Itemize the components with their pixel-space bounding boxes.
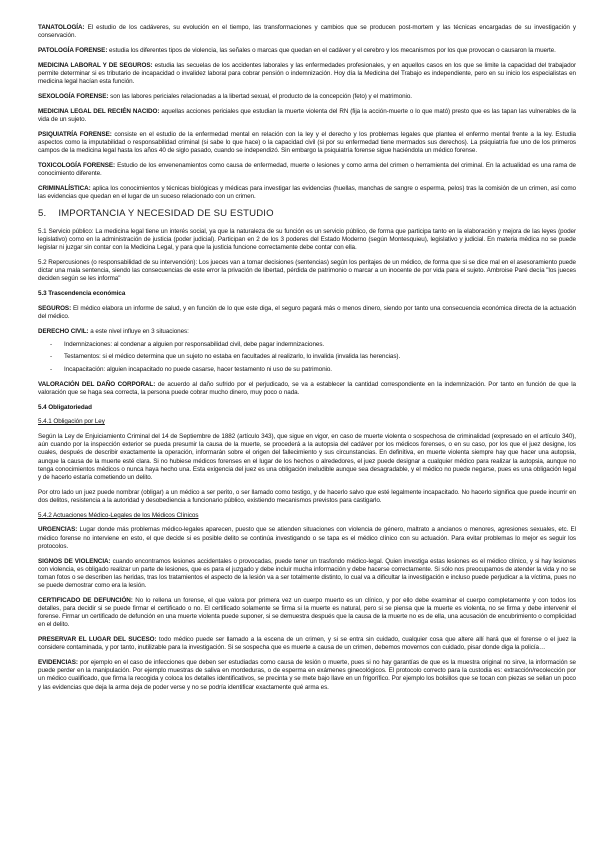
term-text: todo médico puede ser llamado a la escena de un crimen, y si se entra sin cuidado, cualquier cosa que altere allí hará que el forense o el juez la considere contaminada, y por tanto, inutilizable para la investigación. Si se sospecha que es muerte a causa de un crimen, debemos movernos con cuidado, pisar donde diga la policía… bbox=[38, 636, 576, 652]
paragraph-servicio-publico: 5.1 Servicio público: La medicina legal tiene un interés social, ya que la naturaleza de su función es un servicio público, de forma que participa tanto en la elaboración y mejora de las leyes (poder legislativo) como en la administración de justicia (poder judicial). Participan en 2 de los 3 poderes del Estado Moderno (según Montesquieu), legislativo y judicial. En materia médica no se puede legislar ni juzgar sin contar con la Medicina Legal, y para que la justicia funcione correctamente debe contar con ella. bbox=[38, 228, 576, 252]
term-label: MEDICINA LABORAL Y DE SEGUROS: bbox=[38, 61, 153, 69]
civil-situations-list bbox=[38, 341, 576, 374]
term-label: TANATOLOGÍA: bbox=[38, 24, 85, 31]
term-label: PATOLOGÍA FORENSE: bbox=[38, 47, 108, 54]
term-text: son las labores periciales relacionadas a la libertad sexual, el producto de la concepción (feto) y el matrimonio. bbox=[108, 93, 412, 100]
paragraph-psiquiatria-forense bbox=[38, 131, 576, 155]
term-text: El estudio de los cadáveres, su evolución en el tiempo, las transformaciones y cambios que se producen post-mortem y las técnicas encargadas de su investigación y conservación. bbox=[38, 24, 576, 40]
paragraph-evidencias bbox=[38, 659, 576, 692]
section-heading bbox=[38, 208, 576, 220]
subsection-title-medicos-clinicos: 5.4.2 Actuaciones Médico-Legales de los Médicos Clínicos bbox=[38, 511, 199, 519]
term-label: SIGNOS DE VIOLENCIA: bbox=[38, 557, 111, 565]
paragraph-recien-nacido bbox=[38, 108, 576, 124]
term-label: CERTIFICADO DE DEFUNCIÓN: bbox=[38, 596, 133, 604]
term-text: aplica los conocimientos y técnicas biológicas y médicas para investigar las evidencias (huellas, manchas de sangre o esperma, pelos) tras la comisión de un crimen, así como las evidencias que quedan en el lugar de un suceso relacionado con un crimen. bbox=[38, 185, 576, 201]
section-number: 5. bbox=[38, 208, 47, 219]
term-text: El médico elabora un informe de salud, y en función de lo que este diga, el seguro pagará más o menos dinero, siendo por tanto una consecuencia económica directa de la actuación del médico. bbox=[38, 304, 576, 321]
term-label: PSIQUIATRÍA FORENSE: bbox=[38, 130, 112, 138]
section-title: IMPORTANCIA Y NECESIDAD DE SU ESTUDIO bbox=[58, 208, 274, 219]
term-text: aquellas acciones periciales que estudian la muerte violenta del RN (fija la acción-muerte o lo que mató) presto que es las tapan las vulnerables de la vida de un sujeto. bbox=[38, 107, 576, 123]
term-label: VALORACIÓN DEL DAÑO CORPORAL: bbox=[38, 380, 156, 388]
term-label: DERECHO CIVIL: bbox=[38, 327, 89, 335]
subsection-title-obligatoriedad: 5.4 Obligatoriedad bbox=[38, 403, 92, 411]
paragraph-toxicologia-forense bbox=[38, 162, 576, 178]
term-label: SEGUROS: bbox=[38, 304, 72, 312]
term-text: Lugar donde más problemas médico-legales aparecen, puesto que se atienden situaciones con violencia de género, maltrato a ancianos o menores, agresiones sexuales, etc. El médico forense no interviene en esto, el que decide si es posible delito se continúa investigando o se tapa es el médico clínico con su actuación. Para evitar problemas lo mejor es seguir los protocolos. bbox=[38, 526, 576, 550]
paragraph-repercusiones: 5.2 Repercusiones (o responsabilidad de su intervención): Los jueces van a tomar decisiones (sentencias) según los peritajes de un médico, de forma que si se dice mal en el asesoramiento puede dictar una mala sentencia, siendo las consecuencias de este error la privación de libertad, pérdida de patrimonio o marcar a un inocente de por vida para el sujeto. Ambroise Paré decía "los jueces deciden según se les informa" bbox=[38, 259, 576, 283]
paragraph-preservar-lugar bbox=[38, 636, 576, 652]
term-text: Estudio de los envenenamientos como causa de enfermedad, muerte o lesiones y como arma del crimen o herramienta del criminal. En la actualidad es una rama de conocimiento diferente. bbox=[38, 162, 576, 178]
term-label: PRESERVAR EL LUGAR DEL SUCESO: bbox=[38, 636, 157, 644]
term-label: CRIMINALÍSTICA: bbox=[38, 185, 91, 192]
list-item: - Indemnizaciones: al condenar a alguien por responsabilidad civil, debe pagar indemnizaciones. bbox=[64, 341, 576, 349]
term-label: EVIDENCIAS: bbox=[38, 659, 78, 667]
term-label: TOXICOLOGÍA FORENSE: bbox=[38, 162, 116, 169]
term-text: consiste en el estudio de la enfermedad mental en relación con la ley y el derecho y los problemas legales que plantea el enfermo mental frente a la ley. Estudia aspectos como la imputabilidad o responsabilidad criminal (si sabe lo que hace) o la capacidad civil (si por su enfermedad tiene mermados sus derechos). La psiquiatría fue uno de los primeros campos de la medicina legal hasta los años 40 de siglo pasado, cuando se independizó. Sin embargo la psiquiatría forense sigue haciéndola un médico forense. bbox=[38, 130, 577, 155]
list-item: - Incapacitación: alguien incapacitado no puede casarse, hacer testamento ni uso de su patrimonio. bbox=[64, 366, 576, 374]
term-label: SEXOLOGÍA FORENSE: bbox=[38, 93, 109, 100]
subsection-title-obligacion-ley: 5.4.1 Obligación por Ley bbox=[38, 418, 105, 426]
term-text: a este nivel influye en 3 situaciones: bbox=[88, 327, 189, 335]
paragraph-patologia-forense bbox=[38, 47, 576, 55]
term-text: de acuerdo al daño sufrido por el perjudicado, se va a establecer la cantidad correspondiente en la indemnización. Por tanto en función de que la valoración que se haga sea correcta, la persona puede cobrar mucho dinero, muy poco o nada. bbox=[38, 380, 576, 396]
paragraph-medicina-laboral bbox=[38, 62, 576, 86]
paragraph-seguros bbox=[38, 305, 576, 321]
term-text: estudia los diferentes tipos de violencia, las señales o marcas que quedan en el cadáver y el cerebro y los mecanismos por los que provocan o causaron la muerte. bbox=[107, 47, 556, 54]
paragraph-perito-testigo: Por otro lado un juez puede nombrar (obligar) a un médico a ser perito, o ser llamado como testigo, y de hacerlo salvo que esté legalmente incapacitado. No hacerlo significa que puede incurrir en dos delitos, resistencia a la autoridad y desobediencia a funcionario público, existiendo mecanismos previstos para castigarlo. bbox=[38, 488, 576, 504]
paragraph-tanatologia bbox=[38, 24, 576, 40]
paragraph-ley-enjuiciamiento: Según la Ley de Enjuiciamiento Criminal del 14 de Septiembre de 1882 (artículo 343), que sigue en vigor, en caso de muerte violenta o sospechosa de criminalidad (expresado en el artículo 340), aún cuando por la inspección exterior se pueda presumir la causa de la muerte, se procederá a la autopsia del cadáver por los médicos forenses, o en su caso, por los que el juez designe, los cuales, después de describir exactamente la operación, informarán sobre el origen del fallecimiento y sus circunstancias. En definitiva, en muerte violenta siempre hay que hacer una autopsia, aunque la causa de la muerte esté clara. Si no hubiese médicos forenses en el lugar de los hechos o alrededores, el juez puede designar a cualquier médico para realizar la autopsia, aunque no tenga conocimientos médicos o nunca haya hecho una. Esta exigencia del juez es una obligación ineludible aunque sea desagradable, y el médico no puede negarse, pues es una obligación legal y de hacerlo estaría cometiendo un delito. bbox=[38, 433, 576, 481]
paragraph-sexologia-forense bbox=[38, 93, 576, 101]
subsection-title-trascendencia: 5.3 Trascendencia económica bbox=[38, 290, 126, 298]
term-text: por ejemplo en el caso de infecciones que deben ser estudiadas como causa de lesión o muerte, pues si no hay garantías de que es la muestra original no sirve, la información se puede perder en la manipulación. Por ejemplo muestras de saliva en mordeduras, o de esperma en exámenes ginecológicos. El protocolo correcto para la custodia es: extracción/recolección por un médico cualificado, que firma la recogida y coloca los detalles identificativos, se precinta y se mete bajo llave en un frigorífico. Por ejemplo los bolsillos que se tocan con piezas se sellan un poco y las evidencias que deja la arma deja de poder verse y no se podría identificar exactamente qué arma es. bbox=[38, 659, 576, 691]
term-text: estudia las secuelas de los accidentes laborales y las enfermedades profesionales, y en aquellos casos en los que se limite la capacidad del trabajador permite determinar si es tributario de incapacidad o invalidez laboral para cobrar pensión o indemnización. Hoy día la Medicina del Trabajo es independiente, pero en su inicio los especialistas en medicina legal hacían esta función. bbox=[38, 61, 576, 86]
term-text: cuando encontramos lesiones accidentales o provocadas, puede tener un trasfondo médico-legal. Quien investiga estas lesiones es el médico clínico, y si hay lesiones con violencia, es obligado realizar un parte de lesiones, que es para el juzgado y debe incluir mucha información y debe hacerse correctamente. Si sólo nos preocupamos de atender la vida y no se toman fotos o se describen las heridas, tras los tratamientos el aspecto de la lesión va a ser totalmente distinto, lo cual va a dificultar la investigación e incluso puede perjudicar a la víctima, pues no se puede demostrar como era la lesión. bbox=[38, 557, 576, 589]
paragraph-derecho-civil bbox=[38, 328, 576, 336]
paragraph-signos-violencia bbox=[38, 558, 576, 591]
paragraph-certificado-defuncion bbox=[38, 597, 576, 630]
term-text: No lo rellena un forense, el que valora por primera vez un cuerpo muerto es un clínico, y por ello debe examinar el cuerpo completamente y con todos los detalles, para decidir si se puede firmar el certificado o no. El certificado solamente se firma si la muerte es natural, pero si se piensa que la muerte es violenta, no se firma y debe intervenir el forense. Firmar un certificado de defunción en una muerte violenta puede suponer, si se demuestra después que la causa de la muerte no es de ella, una acusación de encubrimiento o complicidad en el delito. bbox=[38, 596, 576, 629]
term-label: MEDICINA LEGAL DEL RECIÉN NACIDO: bbox=[38, 107, 160, 115]
paragraph-urgencias bbox=[38, 526, 576, 550]
term-label: URGENCIAS: bbox=[38, 526, 78, 534]
list-item: - Testamentos: si el médico determina que un sujeto no estaba en facultades al realizarlo, lo invalida (invalida las herencias). bbox=[64, 353, 576, 361]
paragraph-criminalistica bbox=[38, 185, 576, 201]
paragraph-valoracion-dano bbox=[38, 381, 576, 397]
intro-paragraphs bbox=[38, 24, 576, 201]
